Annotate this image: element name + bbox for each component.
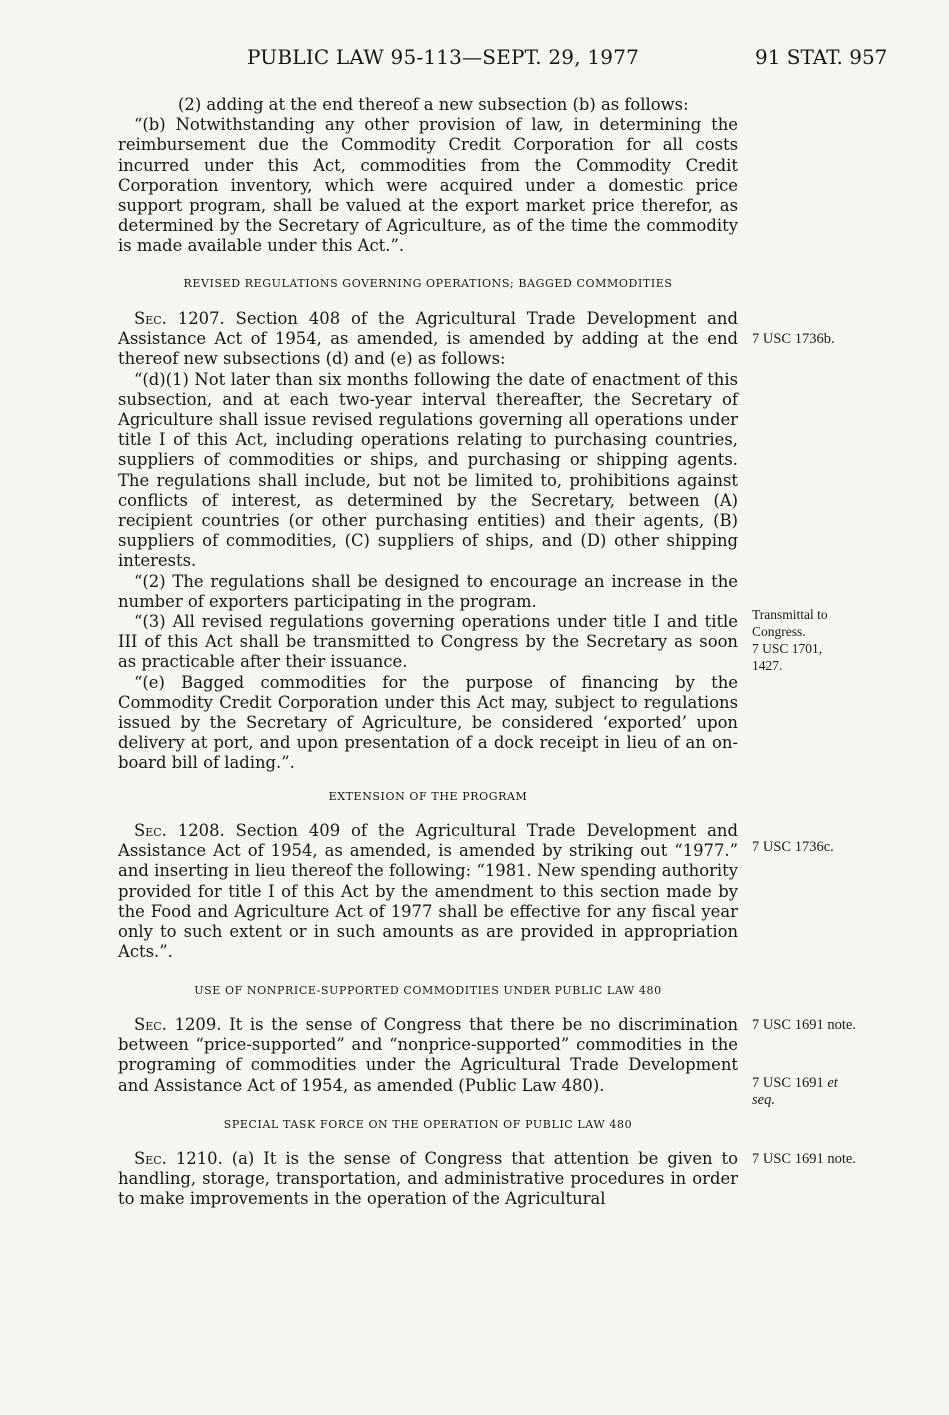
section-paragraph xyxy=(118,821,738,962)
margin-note-line xyxy=(752,1092,902,1109)
section-1209 xyxy=(118,1015,738,1096)
section-heading: USE OF NONPRICE-SUPPORTED COMMODITIES UNDER PUBLIC LAW 480 xyxy=(194,984,662,997)
margin-note-line: 7 USC 1701, xyxy=(752,641,823,656)
section-heading: EXTENSION OF THE PROGRAM xyxy=(328,790,528,803)
section-text: 1210. (a) It is the sense of Congress that attention be given to handling, storage, transportation, and administrative procedures in order to make improvements in the operation of the Agricultural xyxy=(118,1149,738,1209)
section-label: Sec. xyxy=(134,309,167,328)
section-paragraph xyxy=(118,1149,738,1210)
paragraph: (2) adding at the end thereof a new subsection (b) as follows: xyxy=(178,95,689,114)
paragraph: “(3) All revised regulations governing operations under title I and title III of this Act shall be transmitted to Congress by the Secretary as soon as practicable after their issuance. xyxy=(118,612,738,672)
margin-note xyxy=(752,606,902,674)
paragraph: “(2) The regulations shall be designed to encourage an increase in the number of exporters participating in the program. xyxy=(118,571,738,611)
margin-note xyxy=(752,1075,902,1109)
section-1207 xyxy=(118,309,738,774)
paragraph: “(e) Bagged commodities for the purpose of financing by the Commodity Credit Corporation under this Act may, subject to regulations issued by the Secretary of Agriculture, be considered ‘exported’ upon delivery at port, and upon presentation of a dock receipt in lieu of an on-board bill of lading.”. xyxy=(118,672,738,773)
margin-note-italic: et xyxy=(827,1075,838,1091)
margin-note: 7 USC 1736c. xyxy=(752,839,834,855)
margin-note-text: 7 USC 1691 xyxy=(752,1075,824,1091)
stat-page-number: 91 STAT. 957 xyxy=(755,45,888,69)
margin-note-line: Transmittal to xyxy=(752,607,828,622)
paragraph: “(d)(1) Not later than six months following the date of enactment of this subsection, and at each two-year interval thereafter, the Secretary of Agriculture shall issue revised regulations governing all operations under title I of this Act, including operations relating to purchasing countries, suppliers of commodities or ships, and purchasing or shipping agents. The regulations shall include, but not be limited to, prohibitions against conflicts of interest, as determined by the Secretary, between (A) recipient countries (or other purchasing entities) and their agents, (B) suppliers of commodities, (C) suppliers of ships, and (D) other shipping interests. xyxy=(118,369,738,571)
section-text: 1208. Section 409 of the Agricultural Trade Development and Assistance Act of 1954, as amended, is amended by striking out “1977.” and inserting in lieu thereof the following: “1981. New spending authority provided for title I of this Act by the amendment to this section made by the Food and Agriculture Act of 1977 shall be effective for any fiscal year only to such extent or in such amounts as are provided in appropriation Acts.”. xyxy=(118,821,738,962)
section-1210 xyxy=(118,1149,738,1210)
paragraph: “(b) Notwithstanding any other provision of law, in determining the reimbursement due the Commodity Credit Corporation for all costs incurred under this Act, commodities from the Commodity Credit Corporation inventory, which were acquired under a domestic price support program, shall be valued at the export market price therefor, as determined by the Secretary of Agriculture, as of the time the commodity is made available under this Act.”. xyxy=(118,115,738,256)
section-heading: REVISED REGULATIONS GOVERNING OPERATIONS; BAGGED COMMODITIES xyxy=(183,277,673,290)
section-paragraph xyxy=(118,1015,738,1096)
section-paragraph xyxy=(118,309,738,370)
margin-note: 7 USC 1691 note. xyxy=(752,1151,856,1167)
section-label: Sec. xyxy=(134,1149,167,1168)
section-text: 1207. Section 408 of the Agricultural Trade Development and Assistance Act of 1954, as amended, is amended by adding at the end thereof new subsections (d) and (e) as follows: xyxy=(118,309,738,369)
section-label: Sec. xyxy=(134,1015,167,1034)
margin-note: 7 USC 1691 note. xyxy=(752,1017,856,1033)
margin-note-line: 1427. xyxy=(752,658,783,673)
margin-note-line xyxy=(752,1075,902,1092)
amendment-block xyxy=(118,95,738,257)
section-1208 xyxy=(118,821,738,962)
margin-note-line: Congress. xyxy=(752,624,806,639)
section-label: Sec. xyxy=(134,821,167,840)
margin-note: 7 USC 1736b. xyxy=(752,331,835,347)
section-text: 1209. It is the sense of Congress that there be no discrimination between “price-supported” and “nonprice-supported” commodities in the programing of commodities under the Agricultural Trade Development and Assistance Act of 1954, as amended (Public Law 480). xyxy=(118,1015,738,1095)
margin-note-italic: seq. xyxy=(752,1092,775,1108)
running-head: PUBLIC LAW 95-113—SEPT. 29, 1977 xyxy=(247,45,640,69)
section-heading: SPECIAL TASK FORCE ON THE OPERATION OF PUBLIC LAW 480 xyxy=(223,1118,633,1131)
